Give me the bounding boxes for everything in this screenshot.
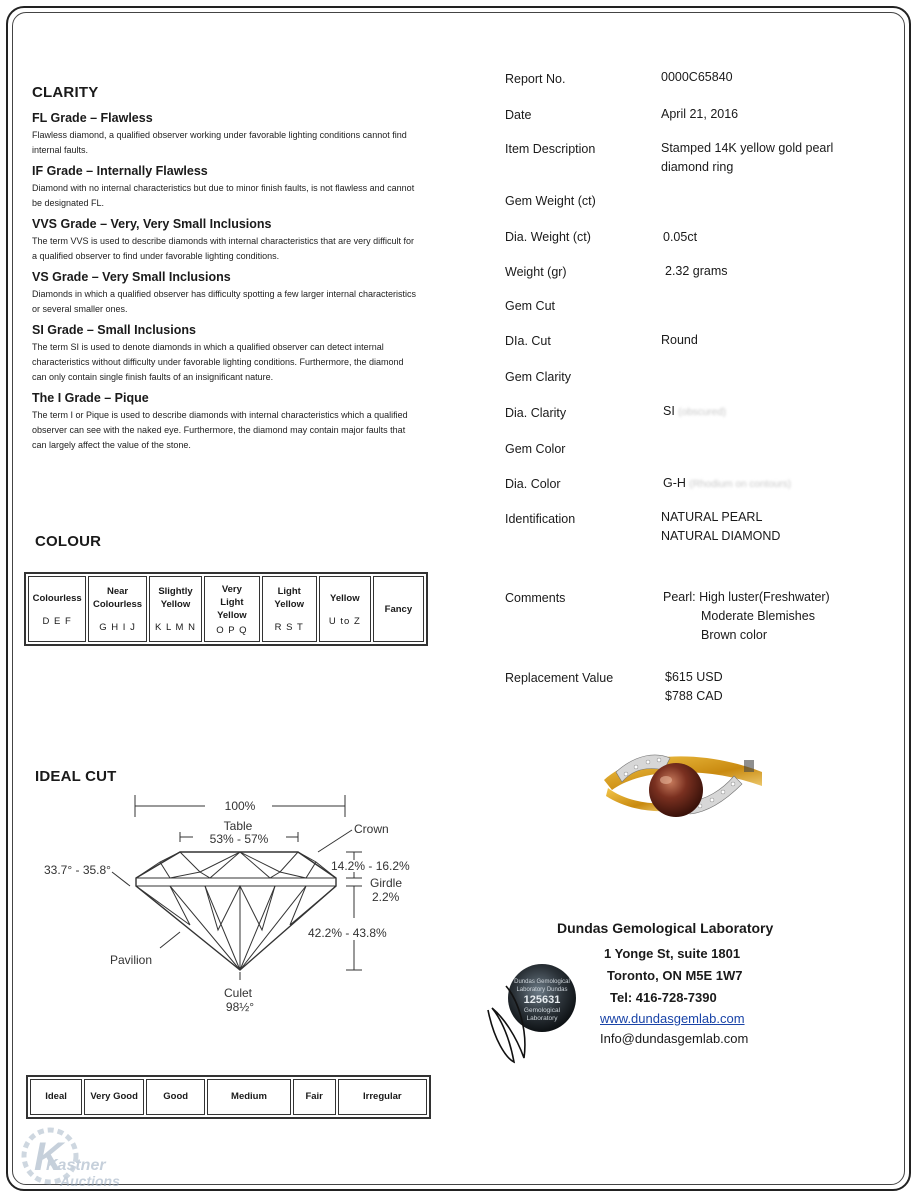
report-no-label: Report No. xyxy=(505,72,566,86)
crown-angle: 33.7° - 35.8° xyxy=(44,863,111,877)
seal-text-2: Laboratory Dundas xyxy=(516,987,568,993)
clarity-grade-vs xyxy=(32,270,417,317)
lab-phone: Tel: 416-728-7390 xyxy=(610,990,717,1005)
gem-cut-label: Gem Cut xyxy=(505,299,556,313)
cut-grade-good: Good xyxy=(146,1079,205,1115)
colour-name: Slightly Yellow xyxy=(158,586,193,610)
seal-number: 125631 xyxy=(523,994,561,1006)
identification-value xyxy=(661,508,876,546)
colour-cell-yellow xyxy=(319,576,371,642)
colour-name: Very Light Yellow xyxy=(217,583,247,621)
table-range: 53% - 57% xyxy=(209,832,269,846)
lab-email: Info@dundasgemlab.com xyxy=(600,1031,749,1046)
grade-title: FL Grade – Flawless xyxy=(32,111,153,125)
grade-title: VS Grade – Very Small Inclusions xyxy=(32,270,231,284)
colour-cell-slightly-yellow xyxy=(149,576,202,642)
identification-pearl: NATURAL PEARL xyxy=(661,510,763,524)
colour-name: Light Yellow xyxy=(274,586,304,610)
colour-cell-very-light-yellow xyxy=(204,576,259,642)
replacement-value xyxy=(665,668,880,706)
comment-line: Brown color xyxy=(701,628,767,642)
seal-text-4: Laboratory xyxy=(526,1015,558,1022)
grade-description: The term SI is used to denote diamonds in which a qualified observer can detect internal characteristics without difficulty under favorable lighting conditions. Furthermore, the diamond can only contain single finish faults of an insignificant nature. xyxy=(32,342,404,382)
clarity-section xyxy=(32,84,417,453)
weight-label: Weight (gr) xyxy=(505,265,567,279)
grade-description: Flawless diamond, a qualified observer working under favorable lighting conditions cannot find internal faults. xyxy=(32,130,407,155)
gem-clarity-label: Gem Clarity xyxy=(505,370,571,384)
colour-name: Fancy xyxy=(384,603,413,615)
colour-code: U to Z xyxy=(328,615,361,627)
colour-cell-fancy xyxy=(373,576,424,642)
identification-label: Identification xyxy=(505,512,576,526)
dia-weight-value: 0.05ct xyxy=(663,230,698,244)
colour-name: Colourless xyxy=(32,592,82,604)
clarity-grade-if xyxy=(32,164,417,211)
colour-cell-near-colourless xyxy=(88,576,146,642)
grade-description: The term VVS is used to describe diamonds with internal characteristics that are very difficult for a qualified observer to find under favorable lighting conditions. xyxy=(32,236,414,261)
dia-cut-label: DIa. Cut xyxy=(505,334,551,348)
diameter-label: 100% xyxy=(224,799,256,813)
culet-value: 98½° xyxy=(225,1000,255,1014)
date-value: April 21, 2016 xyxy=(661,107,739,121)
dia-weight-label: Dia. Weight (ct) xyxy=(505,230,591,244)
date-label: Date xyxy=(505,108,532,122)
colour-code: R S T xyxy=(274,622,304,633)
dia-color-value xyxy=(663,474,878,494)
item-value: Stamped 14K yellow gold pearl diamond ring xyxy=(661,141,834,174)
cut-grade-very-good: Very Good xyxy=(84,1079,144,1115)
grade-title: SI Grade – Small Inclusions xyxy=(32,323,196,337)
grade-description: The term I or Pique is used to describe diamonds with internal characteristics which a qualified observer can see with the naked eye. Furthermore, the diamond may contain major faults that can largely affect the value of the stone. xyxy=(32,410,408,450)
replacement-cad: $788 CAD xyxy=(665,689,723,703)
clarity-title: CLARITY xyxy=(32,84,99,101)
weight-value: 2.32 grams xyxy=(665,264,728,278)
dia-clarity-grade: SI xyxy=(663,404,675,418)
gem-color-label: Gem Color xyxy=(505,442,566,456)
comment-line: Moderate Blemishes xyxy=(701,609,815,623)
lab-name: Dundas Gemological Laboratory xyxy=(557,920,774,936)
colour-code: D E F xyxy=(42,615,72,627)
dia-clarity-faded: (obscured) xyxy=(678,407,727,418)
crown-label: Crown xyxy=(354,822,389,836)
identification-diamond: NATURAL DIAMOND xyxy=(661,529,781,543)
cut-grade-irregular: Irregular xyxy=(338,1079,427,1115)
grade-description: Diamonds in which a qualified observer has difficulty spotting a few larger internal characteristics or several smaller ones. xyxy=(32,289,417,314)
watermark-line-2: Auctions xyxy=(60,1173,120,1189)
girdle-value: 2.2% xyxy=(372,890,400,904)
colour-code: G H I J xyxy=(99,622,136,633)
lab-website-link[interactable]: www.dundasgemlab.com xyxy=(600,1011,745,1026)
cut-grade-medium: Medium xyxy=(207,1079,291,1115)
colour-cell-colourless xyxy=(28,576,86,642)
pavilion-depth: 42.2% - 43.8% xyxy=(308,926,387,940)
ideal-cut-title: IDEAL CUT xyxy=(35,768,117,785)
comments-label: Comments xyxy=(505,591,566,605)
girdle-label: Girdle xyxy=(370,876,403,890)
diamond-cut-diagram xyxy=(40,790,430,1030)
clarity-grade-fl xyxy=(32,111,417,158)
crown-height: 14.2% - 16.2% xyxy=(331,859,410,873)
dia-clarity-value xyxy=(663,402,878,422)
replacement-label: Replacement Value xyxy=(505,671,614,685)
colour-code: O P Q xyxy=(216,624,248,636)
colour-code: K L M N xyxy=(154,622,196,633)
grade-title: The I Grade – Pique xyxy=(32,391,149,405)
colour-title: COLOUR xyxy=(35,533,102,550)
comments-value xyxy=(663,588,893,645)
comment-line: Pearl: High luster(Freshwater) xyxy=(663,590,830,604)
grade-title: IF Grade – Internally Flawless xyxy=(32,164,208,178)
seal-text-1: Dundas Gemological xyxy=(514,979,570,985)
clarity-grade-i xyxy=(32,391,417,453)
replacement-usd: $615 USD xyxy=(665,670,723,684)
culet-label: Culet xyxy=(223,986,253,1000)
kastner-auctions-watermark xyxy=(10,1112,150,1192)
report-no-value: 0000C65840 xyxy=(661,70,733,84)
dia-color-grade: G-H xyxy=(663,476,686,490)
lab-address-2: Toronto, ON M5E 1W7 xyxy=(607,968,743,983)
colour-scale-table xyxy=(24,572,428,646)
table-label: Table xyxy=(223,819,253,833)
dia-color-faded: (Rhodium on contours) xyxy=(689,479,792,490)
clarity-grade-vvs xyxy=(32,217,417,264)
gem-weight-label: Gem Weight (ct) xyxy=(505,194,596,208)
watermark-line-1: Kastner xyxy=(46,1157,106,1174)
colour-name: Near Colourless xyxy=(93,586,143,610)
dia-clarity-label: Dia. Clarity xyxy=(505,406,567,420)
lab-address-1: 1 Yonge St, suite 1801 xyxy=(604,946,741,961)
colour-cell-light-yellow xyxy=(262,576,317,642)
seal-text-3: Gemological xyxy=(523,1007,561,1014)
ring-photo xyxy=(596,742,770,847)
item-label: Item Description xyxy=(505,142,596,156)
cut-grade-ideal: Ideal xyxy=(30,1079,82,1115)
dia-cut-value: Round xyxy=(661,333,698,347)
colour-name: Yellow xyxy=(330,592,360,604)
dia-color-label: Dia. Color xyxy=(505,477,561,491)
pavilion-label: Pavilion xyxy=(110,953,153,967)
hologram-seal xyxy=(484,950,584,1065)
clarity-grade-si xyxy=(32,323,417,385)
cut-grade-fair: Fair xyxy=(293,1079,336,1115)
grade-description: Diamond with no internal characteristics but due to minor finish faults, is not flawless and cannot be designated FL. xyxy=(32,183,415,208)
watermark-letter: K xyxy=(34,1135,63,1179)
grade-title: VVS Grade – Very, Very Small Inclusions xyxy=(32,217,272,231)
